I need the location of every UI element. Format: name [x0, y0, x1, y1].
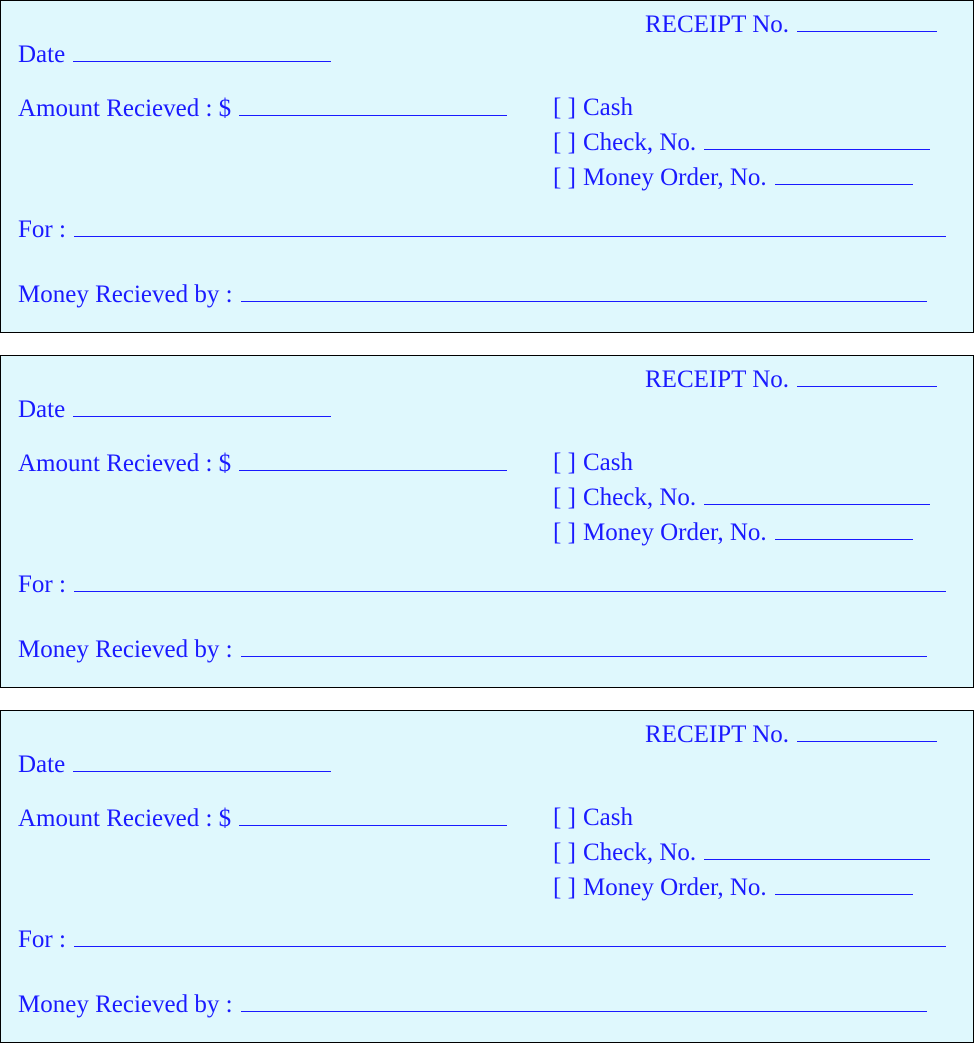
check-checkbox[interactable]: [ ]: [553, 484, 576, 511]
for-row: [18, 924, 946, 954]
date-row: [18, 749, 331, 779]
for-field[interactable]: [74, 569, 946, 592]
for-field[interactable]: [74, 214, 946, 237]
receipt-number-label: RECEIPT No.: [645, 366, 789, 393]
cash-option[interactable]: [553, 803, 633, 833]
check-label: Check, No.: [583, 129, 697, 156]
receipt-number-field[interactable]: [797, 9, 937, 32]
date-label: Date: [18, 751, 66, 778]
date-field[interactable]: [73, 394, 331, 417]
money-order-checkbox[interactable]: [ ]: [553, 874, 576, 901]
cash-label: Cash: [583, 94, 633, 121]
date-row: [18, 394, 331, 424]
amount-row: [18, 448, 507, 478]
receipt-form: [0, 710, 974, 1043]
receipt-form: [0, 0, 974, 333]
money-order-checkbox[interactable]: [ ]: [553, 519, 576, 546]
cash-label: Cash: [583, 804, 633, 831]
check-option[interactable]: [553, 482, 930, 512]
receipt-number-label: RECEIPT No.: [645, 11, 789, 38]
check-label: Check, No.: [583, 484, 697, 511]
check-checkbox[interactable]: [ ]: [553, 129, 576, 156]
received-by-field[interactable]: [241, 279, 927, 302]
amount-label: Amount Recieved : $: [18, 95, 232, 122]
amount-label: Amount Recieved : $: [18, 450, 232, 477]
receipt-number-field[interactable]: [797, 719, 937, 742]
money-order-number-field[interactable]: [775, 872, 913, 895]
check-option[interactable]: [553, 127, 930, 157]
receipt-number-label: RECEIPT No.: [645, 721, 789, 748]
receipt-number-row: [645, 719, 937, 749]
amount-row: [18, 93, 507, 123]
for-row: [18, 214, 946, 244]
money-order-option[interactable]: [553, 162, 913, 192]
check-number-field[interactable]: [704, 837, 930, 860]
money-order-number-field[interactable]: [775, 517, 913, 540]
date-field[interactable]: [73, 749, 331, 772]
amount-field[interactable]: [239, 803, 507, 826]
cash-label: Cash: [583, 449, 633, 476]
for-label: For :: [18, 571, 66, 598]
for-row: [18, 569, 946, 599]
money-order-option[interactable]: [553, 517, 913, 547]
check-label: Check, No.: [583, 839, 697, 866]
received-by-row: [18, 634, 927, 664]
cash-checkbox[interactable]: [ ]: [553, 449, 576, 476]
for-field[interactable]: [74, 924, 946, 947]
cash-option[interactable]: [553, 448, 633, 478]
date-label: Date: [18, 41, 66, 68]
date-row: [18, 39, 331, 69]
cash-checkbox[interactable]: [ ]: [553, 94, 576, 121]
check-checkbox[interactable]: [ ]: [553, 839, 576, 866]
check-number-field[interactable]: [704, 127, 930, 150]
received-by-field[interactable]: [241, 989, 927, 1012]
received-by-label: Money Recieved by :: [18, 281, 233, 308]
check-option[interactable]: [553, 837, 930, 867]
money-order-label: Money Order, No.: [583, 519, 767, 546]
date-field[interactable]: [73, 39, 331, 62]
amount-row: [18, 803, 507, 833]
received-by-field[interactable]: [241, 634, 927, 657]
cash-option[interactable]: [553, 93, 633, 123]
receipt-form: [0, 355, 974, 688]
for-label: For :: [18, 926, 66, 953]
received-by-row: [18, 989, 927, 1019]
check-number-field[interactable]: [704, 482, 930, 505]
date-label: Date: [18, 396, 66, 423]
money-order-checkbox[interactable]: [ ]: [553, 164, 576, 191]
receipt-number-row: [645, 9, 937, 39]
receipt-number-row: [645, 364, 937, 394]
money-order-label: Money Order, No.: [583, 164, 767, 191]
money-order-option[interactable]: [553, 872, 913, 902]
received-by-label: Money Recieved by :: [18, 636, 233, 663]
received-by-label: Money Recieved by :: [18, 991, 233, 1018]
cash-checkbox[interactable]: [ ]: [553, 804, 576, 831]
amount-field[interactable]: [239, 448, 507, 471]
for-label: For :: [18, 216, 66, 243]
received-by-row: [18, 279, 927, 309]
money-order-label: Money Order, No.: [583, 874, 767, 901]
receipt-number-field[interactable]: [797, 364, 937, 387]
amount-label: Amount Recieved : $: [18, 805, 232, 832]
money-order-number-field[interactable]: [775, 162, 913, 185]
amount-field[interactable]: [239, 93, 507, 116]
